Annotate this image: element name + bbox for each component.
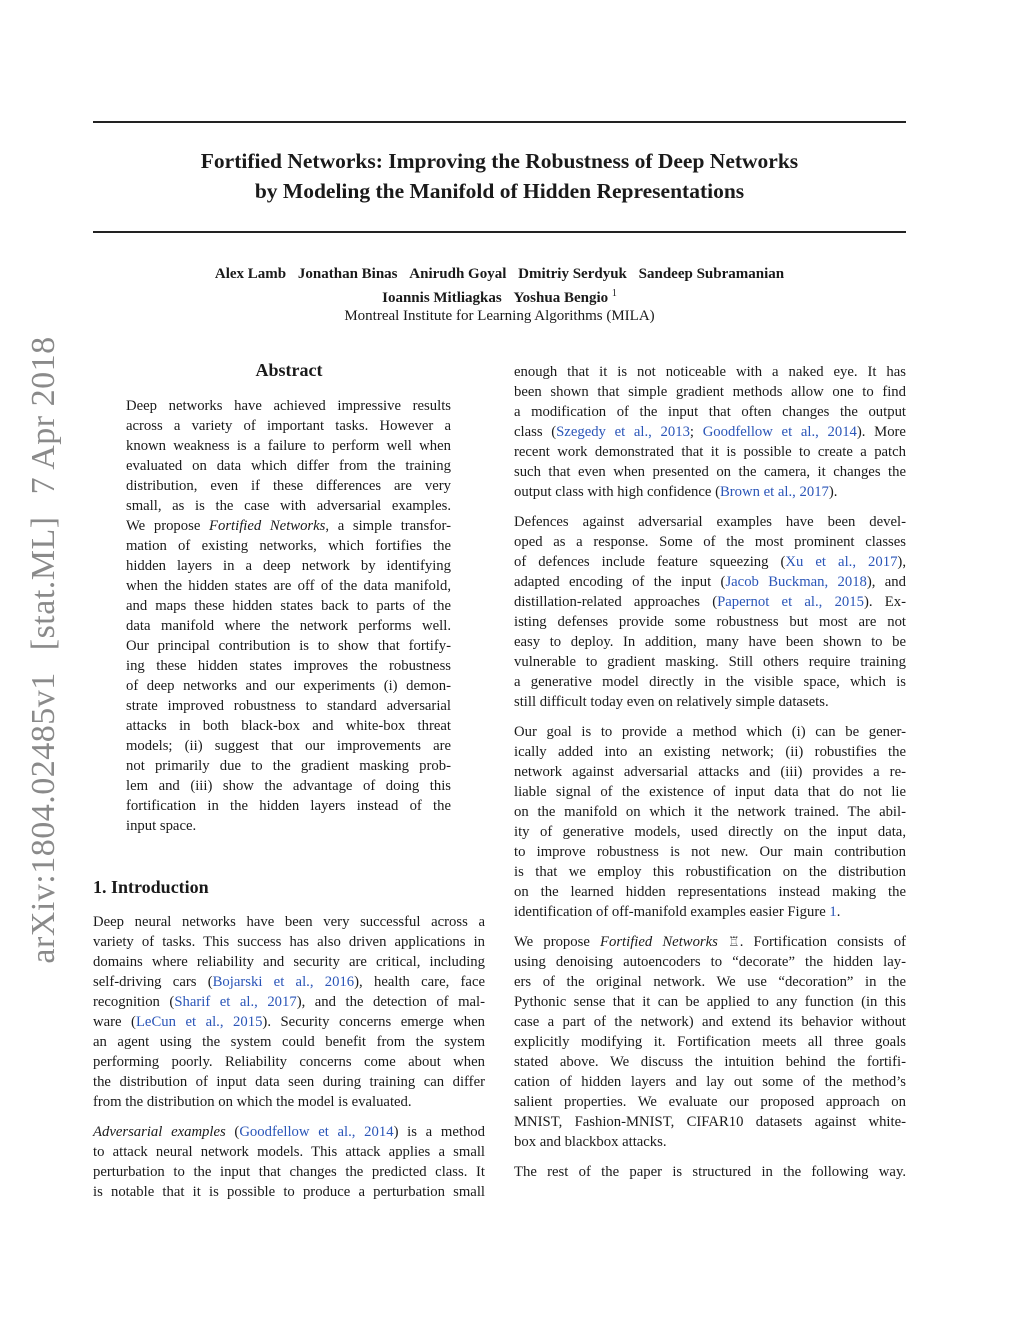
abstract-line: evaluated on data which differ from the training [126, 458, 451, 474]
arxiv-category: [stat.ML] [25, 516, 62, 651]
text-line: perturbation to the input that changes the predicted class. It [93, 1164, 485, 1180]
title-bottom-rule [93, 231, 906, 233]
text-line: oped as a response. Some of the most prominent classes [514, 534, 906, 550]
abstract-heading: Abstract [255, 360, 323, 380]
abstract-body [126, 396, 451, 836]
text: ). More [856, 424, 906, 440]
abstract-line: attacks in both black-box and white-box threat [126, 718, 451, 734]
text-line: vulnerable to gradient masking. Still others require training [514, 654, 906, 670]
text-line: domains where reliability and security are critical, including [93, 954, 485, 970]
text-line: using denoising autoencoders to “decorate” the hidden lay- [514, 954, 906, 970]
text-line [514, 552, 906, 572]
text-line [93, 992, 485, 1012]
author-row-2 [93, 284, 906, 308]
text-line: Pythonic sense that it can be applied to any function (in this [514, 994, 906, 1010]
text: self-driving cars ( [93, 974, 213, 990]
text-line [514, 422, 906, 442]
text-line: ically added into an existing network; (ii) robustifies the [514, 744, 906, 760]
text-line: Deep neural networks have been very successful across a [93, 914, 485, 930]
text-line: the distribution of input data seen during training can differ [93, 1074, 485, 1090]
abstract-line: models; (ii) suggest that our improvements are [126, 738, 451, 754]
method-name: Fortified Networks [209, 518, 326, 534]
intro-paragraph-1 [93, 912, 485, 1112]
method-name: Fortified Networks [600, 934, 718, 950]
text: of defences include feature squeezing ( [514, 554, 786, 570]
text-line [514, 482, 906, 502]
abstract-line: small, as is the case with adversarial examples. [126, 498, 451, 514]
text-line: such that even when presented on the camera, it changes the [514, 464, 906, 480]
abstract-line: hidden layers in a deep network by identifying [126, 558, 451, 574]
author: Alex Lamb [214, 266, 287, 282]
abstract-line [126, 516, 451, 536]
citation-link[interactable]: Brown et al., 2017 [719, 484, 829, 500]
figure-reference-link[interactable]: 1 [829, 904, 837, 920]
title-line-2: by Modeling the Manifold of Hidden Representations [254, 179, 745, 203]
abstract-line: lem and (iii) show the advantage of doing this [126, 778, 451, 794]
abstract-line: not primarily due to the gradient masking prob- [126, 758, 451, 774]
author: Anirudh Goyal [409, 266, 507, 282]
abstract-line: and maps these hidden states back to parts of the [126, 598, 451, 614]
text-line [93, 972, 485, 992]
text-line: still difficult today even on relatively simple datasets. [514, 694, 829, 710]
text-line: ers of the original network. We use “decoration” in the [514, 974, 906, 990]
text-line: an agent using the system could benefit from the system [93, 1034, 485, 1050]
affiliation: Montreal Institute for Learning Algorithms (MILA) [344, 308, 655, 324]
abstract-line: ing these hidden states improves the robustness [126, 658, 451, 674]
abstract-line: when the hidden states are off of the data manifold, [126, 578, 451, 594]
citation-link[interactable]: Papernot et al., 2015 [717, 594, 864, 610]
text-line: case a part of the network) and extend its behavior without [514, 1014, 906, 1030]
text-line [93, 1122, 485, 1142]
text: distillation-related approaches ( [514, 594, 718, 610]
text: . Fortification consists of [739, 934, 906, 950]
abstract-line: of deep networks and our experiments (i) demon- [126, 678, 451, 694]
abstract-text: We propose [126, 518, 210, 534]
right-paragraph-5 [514, 1162, 906, 1182]
title-line-1: Fortified Networks: Improving the Robustness of Deep Networks [200, 149, 799, 173]
right-paragraph-2 [514, 512, 906, 712]
text-line: a generative model directly in the visible space, which is [514, 674, 906, 690]
text-line: to attack neural network models. This attack applies a small [93, 1144, 485, 1160]
author-row-1 [93, 264, 906, 284]
text-line [514, 572, 906, 592]
text: ). Security concerns emerge when [262, 1014, 485, 1030]
text-line: Defences against adversarial examples have been devel- [514, 514, 906, 530]
abstract-line: Our principal contribution is to show that fortify- [126, 638, 451, 654]
right-paragraph-3 [514, 722, 906, 922]
text-line: to improve robustness is not new. Our main contribution [514, 844, 906, 860]
citation-link[interactable]: Jacob Buckman, 2018 [725, 574, 867, 590]
abstract-line: across a variety of important tasks. However a [126, 418, 451, 434]
text-line [93, 1012, 485, 1032]
abstract-line: known weakness is a failure to perform well when [126, 438, 451, 454]
abstract-line: strate improved robustness to standard adversarial [126, 698, 451, 714]
author: Ioannis Mitliagkas [382, 290, 502, 306]
text: ware ( [93, 1014, 136, 1030]
text: ). [828, 484, 838, 500]
citation-link[interactable]: Goodfellow et al., 2014 [239, 1124, 394, 1140]
arxiv-stamp [18, 336, 70, 964]
text: ( [225, 1124, 240, 1140]
citation-link[interactable]: Xu et al., 2017 [785, 554, 898, 570]
text: recognition ( [93, 994, 175, 1010]
author: Sandeep Subramanian [638, 266, 785, 282]
abstract-line: Deep networks have achieved impressive results [126, 398, 451, 414]
text-line: The rest of the paper is structured in the following way. [514, 1164, 906, 1180]
text-line: ity of generative models, used directly on the input data, [514, 824, 906, 840]
text: ), and the detection of mal- [296, 994, 486, 1010]
text: ). Ex- [863, 594, 906, 610]
author-list [93, 264, 906, 308]
text-line: MNIST, Fashion-MNIST, CIFAR10 datasets against white- [514, 1114, 906, 1130]
text: identification of off-manifold examples easier Figure [514, 904, 830, 920]
text: class ( [514, 424, 557, 440]
text-line: enough that it is not noticeable with a naked eye. It has [514, 364, 906, 380]
right-paragraph-4 [514, 932, 906, 1152]
section-heading-introduction: 1. Introduction [93, 877, 209, 897]
arxiv-date: 7 Apr 2018 [25, 336, 62, 495]
right-paragraph-1 [514, 362, 906, 502]
text-line: isting defenses provide some robustness but most are not [514, 614, 906, 630]
abstract-line: input space. [126, 818, 197, 834]
text-line: recent work demonstrated that it is possible to create a patch [514, 444, 906, 460]
text-line: explicitly modifying it. Fortification meets all three goals [514, 1034, 906, 1050]
author [514, 290, 617, 306]
term: Adversarial examples [93, 1124, 226, 1140]
text: ), and [866, 574, 906, 590]
text-line: easy to deploy. In addition, many have been shown to be [514, 634, 906, 650]
paper-title [93, 146, 906, 206]
text-line: performing poorly. Reliability concerns come about when [93, 1054, 485, 1070]
text: ), health care, face [354, 974, 485, 990]
citation-link[interactable]: Goodfellow et al., 2014 [702, 424, 857, 440]
text-line: from the distribution on which the model is evaluated. [93, 1094, 412, 1110]
citation-link[interactable]: LeCun et al., 2015 [135, 1014, 263, 1030]
author: Jonathan Binas [297, 266, 398, 282]
affiliation-marker: 1 [611, 288, 617, 299]
text-line: variety of tasks. This success has also driven applications in [93, 934, 485, 950]
text-line: is notable that it is possible to produce a perturbation small [93, 1184, 485, 1200]
abstract-line: distribution, even if these differences are very [126, 478, 451, 494]
text-line: on the manifold on which it the network trained. The abil- [514, 804, 906, 820]
text-line: on the learned hidden representations instead making the [514, 884, 906, 900]
text: ), [897, 554, 906, 570]
text-line [514, 932, 906, 952]
text: . [836, 904, 841, 920]
text-line: stated above. We discuss the intuition behind the fortifi- [514, 1054, 906, 1070]
citation-link[interactable]: Szegedy et al., 2013 [556, 424, 690, 440]
text-line: Our goal is to provide a method which (i) can be gener- [514, 724, 906, 740]
abstract-line: data manifold where the network performs well. [126, 618, 451, 634]
citation-link[interactable]: Bojarski et al., 2016 [212, 974, 355, 990]
text-line: cation of hidden layers and lay out some of the method’s [514, 1074, 906, 1090]
text: ; [689, 424, 703, 440]
arxiv-id: arXiv:1804.02485v1 [25, 672, 62, 964]
text-line: box and blackbox attacks. [514, 1134, 667, 1150]
text-line: is that we employ this robustification on the distribution [514, 864, 906, 880]
castle-icon: ♖ [728, 934, 740, 949]
abstract-text: , a simple transfor- [325, 518, 451, 534]
text: adapted encoding of the input ( [514, 574, 726, 590]
text: ) is a method [393, 1124, 485, 1140]
text-line: liable signal of the existence of input data that do not lie [514, 784, 906, 800]
text-line: salient properties. We evaluate our proposed approach on [514, 1094, 906, 1110]
text-line [514, 902, 906, 922]
text-line: a modification of the input that often changes the output [514, 404, 906, 420]
text-line [514, 592, 906, 612]
author: Dmitriy Serdyuk [518, 266, 627, 282]
title-top-rule [93, 121, 906, 123]
citation-link[interactable]: Sharif et al., 2017 [174, 994, 297, 1010]
abstract-line: fortification in the hidden layers instead of the [126, 798, 451, 814]
text: output class with high confidence ( [514, 484, 720, 500]
text-line: network against adversarial attacks and (iii) provides a re- [514, 764, 906, 780]
intro-paragraph-2 [93, 1122, 485, 1202]
author-name: Yoshua Bengio [513, 290, 609, 306]
text: We propose [514, 934, 601, 950]
abstract-line: mation of existing networks, which fortifies the [126, 538, 451, 554]
text-line: been shown that simple gradient methods allow one to find [514, 384, 906, 400]
